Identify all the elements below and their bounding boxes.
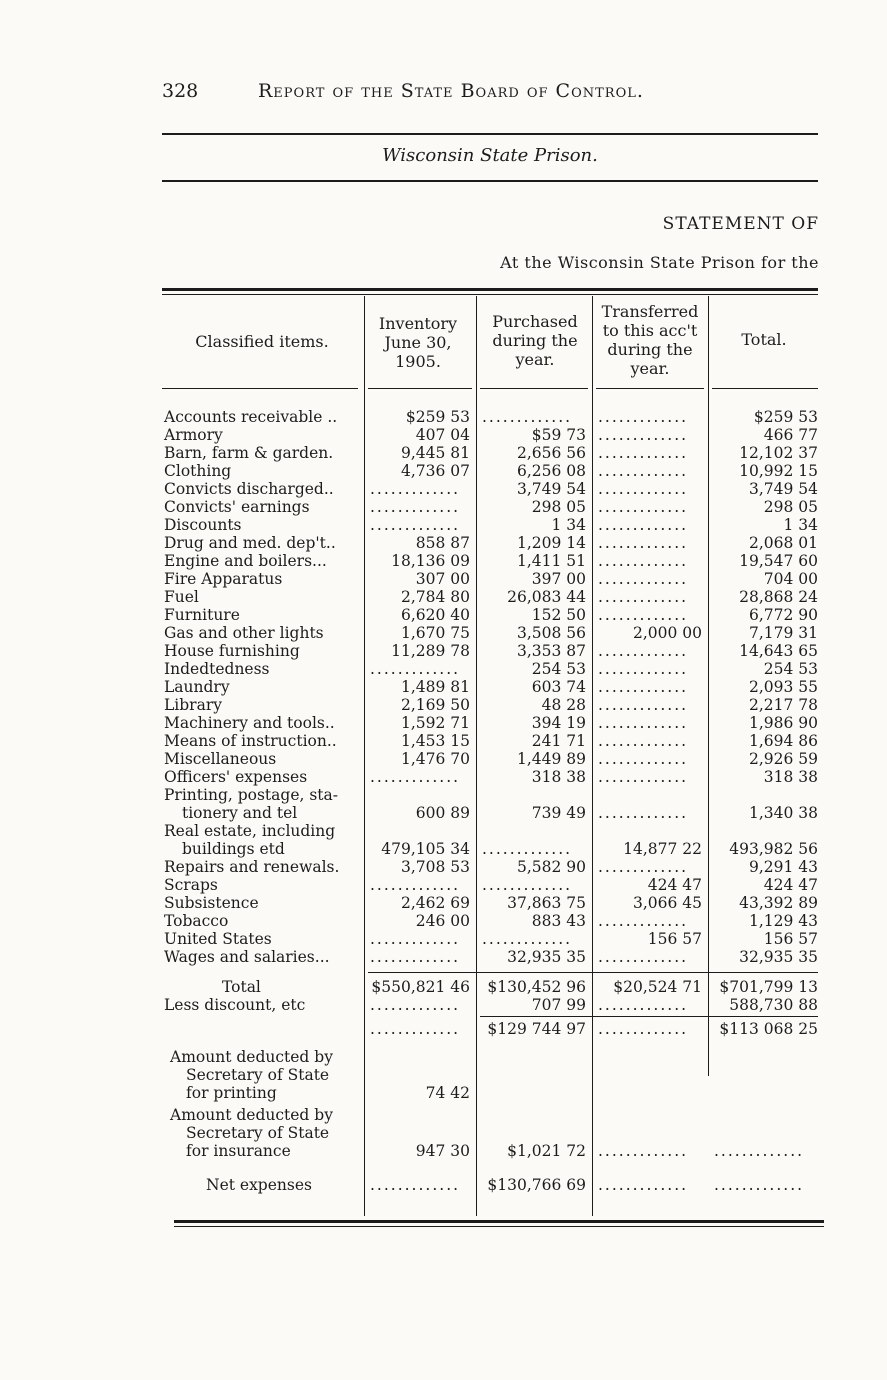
row-label: Scraps [164,876,218,894]
leader-dots: ............. [598,570,689,588]
row-label: Barn, farm & garden. [164,444,334,462]
cell-value: 32,935 35 [507,948,586,966]
leader-dots: ............. [370,660,461,678]
row-label: United States [164,930,272,948]
row-label: House furnishing [164,642,300,660]
cell-value: 1,670 75 [400,624,470,642]
cell-value: 318 38 [763,768,818,786]
insurance-label: for insurance [186,1142,291,1160]
cell-value: 9,291 43 [748,858,818,876]
cell-value: $59 73 [531,426,586,444]
row-label: Indedtedness [164,660,270,678]
row-label: Convicts discharged.. [164,480,334,498]
cell-value: 493,982 56 [729,840,818,858]
row-label-cont: tionery and tel [182,804,298,822]
col-divider [476,296,477,1216]
leader-dots: ............. [370,1176,461,1194]
cell-value: 424 47 [647,876,702,894]
leader-dots: ............. [482,408,573,426]
cell-value: 2,926 59 [748,750,818,768]
row-label: Means of instruction.. [164,732,337,750]
printing-label: for printing [186,1084,277,1102]
cell-value: 3,708 53 [400,858,470,876]
cell-value: 11,289 78 [391,642,470,660]
leader-dots: ............. [598,534,689,552]
row-label: Armory [164,426,223,444]
cell-value: 28,868 24 [739,588,818,606]
cell-value: 397 00 [531,570,586,588]
cell-value: 307 00 [415,570,470,588]
cell-value: 254 53 [763,660,818,678]
cell-value: 14,643 65 [739,642,818,660]
leader-dots: ............. [598,912,689,930]
cell-value: 3,749 54 [516,480,586,498]
cell-value: 707 99 [531,996,586,1014]
cell-value: $113 068 25 [719,1020,818,1038]
running-title: Report of the State Board of Control. [258,80,644,102]
cell-value: 1,592 71 [400,714,470,732]
cell-value: 603 74 [531,678,586,696]
leader-dots: ............. [370,948,461,966]
col-divider [708,296,709,1076]
leader-dots: ............. [598,516,689,534]
cell-value: 3,353 87 [516,642,586,660]
row-label: Fuel [164,588,199,606]
cell-value: 2,169 50 [400,696,470,714]
cell-value: 298 05 [763,498,818,516]
cell-value: 6,256 08 [516,462,586,480]
cell-value: 1,986 90 [748,714,818,732]
leader-dots: ............. [370,996,461,1014]
header-underline [712,388,818,389]
leader-dots: ............. [598,696,689,714]
leader-dots: ............. [370,876,461,894]
row-label: Clothing [164,462,232,480]
cell-value: 1 34 [783,516,818,534]
cell-value: 2,068 01 [748,534,818,552]
leader-dots: ............. [370,930,461,948]
subtitle-rule [162,180,818,182]
cell-value: 152 50 [531,606,586,624]
cell-value: 18,136 09 [391,552,470,570]
cell-value: 6,620 40 [400,606,470,624]
cell-value: 19,547 60 [739,552,818,570]
cell-value: 1,476 70 [400,750,470,768]
cell-value: 600 89 [415,804,470,822]
cell-value: 14,877 22 [623,840,702,858]
row-label: Discounts [164,516,242,534]
cell-value: 3,508 56 [516,624,586,642]
cell-value: 1,489 81 [400,678,470,696]
cell-value: 2,217 78 [748,696,818,714]
row-label: Miscellaneous [164,750,277,768]
cell-value: 1,340 38 [748,804,818,822]
row-label: Accounts receivable .. [164,408,338,426]
less-discount-label: Less discount, etc [164,996,306,1014]
col-header-items: Classified items. [195,332,329,351]
cell-value: 37,863 75 [507,894,586,912]
cell-value: 9,445 81 [400,444,470,462]
leader-dots: ............. [598,480,689,498]
cell-value: 2,784 80 [400,588,470,606]
cell-value: 254 53 [531,660,586,678]
cell-value: 156 57 [763,930,818,948]
header-rule [162,133,818,135]
statement-title: STATEMENT OF [662,214,819,234]
cell-value: $130,766 69 [487,1176,586,1194]
cell-value: 1,209 14 [516,534,586,552]
net-expenses-label: Net expenses [206,1176,312,1194]
row-label: Library [164,696,222,714]
row-label: Printing, postage, sta- [164,786,339,804]
cell-value: 3,749 54 [748,480,818,498]
leader-dots: ............. [370,768,461,786]
leader-dots: ............. [370,516,461,534]
row-label: Real estate, including [164,822,336,840]
row-label: Gas and other lights [164,624,324,642]
insurance-label: Secretary of State [186,1124,330,1142]
leader-dots: ............. [714,1142,805,1160]
total-rule [368,972,818,973]
page-number: 328 [162,80,199,102]
cell-value: 246 00 [415,912,470,930]
insurance-label: Amount deducted by [170,1106,333,1124]
row-label: Officers' expenses [164,768,308,786]
col-header-total: Total. [741,330,787,349]
leader-dots: ............. [598,642,689,660]
cell-value: 704 00 [763,570,818,588]
leader-dots: ............. [598,408,689,426]
cell-value: 48 28 [541,696,586,714]
leader-dots: ............. [598,660,689,678]
row-label-cont: buildings etd [182,840,285,858]
leader-dots: ............. [370,498,461,516]
leader-dots: ............. [482,930,573,948]
cell-value: 479,105 34 [381,840,470,858]
cell-value: 5,582 90 [516,858,586,876]
cell-value: 947 30 [415,1142,470,1160]
cell-value: 318 38 [531,768,586,786]
cell-value: 1,694 86 [748,732,818,750]
header-underline [162,388,358,389]
cell-value: 739 49 [531,804,586,822]
row-label: Fire Apparatus [164,570,283,588]
cell-value: 407 04 [415,426,470,444]
cell-value: 424 47 [763,876,818,894]
header-underline [480,388,588,389]
leader-dots: ............. [598,858,689,876]
section-subtitle: Wisconsin State Prison. [382,145,598,166]
leader-dots: ............. [598,1142,689,1160]
cell-value: 2,656 56 [516,444,586,462]
cell-value: 2,093 55 [748,678,818,696]
leader-dots: ............. [598,948,689,966]
expense-table [162,300,818,1225]
cell-value: $20,524 71 [613,978,702,996]
cell-value: $701,799 13 [719,978,818,996]
cell-value: 1,449 89 [516,750,586,768]
header-underline [368,388,472,389]
row-label: Drug and med. dep't.. [164,534,336,552]
col-header-inventory: Inventory June 30, 1905. [378,314,458,371]
leader-dots: ............. [598,1176,689,1194]
cell-value: $129 744 97 [487,1020,586,1038]
leader-dots: ............. [714,1176,805,1194]
row-label: Machinery and tools.. [164,714,335,732]
cell-value: $550,821 46 [371,978,470,996]
cell-value: 858 87 [415,534,470,552]
leader-dots: ............. [598,996,689,1014]
cell-value: 10,992 15 [739,462,818,480]
leader-dots: ............. [598,606,689,624]
cell-value: 298 05 [531,498,586,516]
cell-value: 466 77 [763,426,818,444]
cell-value: 1 34 [551,516,586,534]
cell-value: 1,453 15 [400,732,470,750]
cell-value: 26,083 44 [507,588,586,606]
cell-value: 2,000 00 [632,624,702,642]
cell-value: 394 19 [531,714,586,732]
cell-value: $1,021 72 [507,1142,586,1160]
cell-value: 4,736 07 [400,462,470,480]
leader-dots: ............. [598,498,689,516]
leader-dots: ............. [598,750,689,768]
leader-dots: ............. [598,444,689,462]
leader-dots: ............. [370,1020,461,1038]
cell-value: 1,129 43 [748,912,818,930]
row-label: Repairs and renewals. [164,858,340,876]
leader-dots: ............. [482,840,573,858]
printing-label: Amount deducted by [170,1048,333,1066]
cell-value: 241 71 [531,732,586,750]
col-divider [592,296,593,1216]
cell-value: 588,730 88 [729,996,818,1014]
leader-dots: ............. [598,1020,689,1038]
cell-value: $130,452 96 [487,978,586,996]
cell-value: 883 43 [531,912,586,930]
table-top-rule-thin [162,294,818,295]
col-header-purchased: Purchased during the year. [492,312,578,369]
cell-value: 7,179 31 [748,624,818,642]
leader-dots: ............. [598,678,689,696]
row-label: Wages and salaries... [164,948,330,966]
table-bottom-rule-thin [174,1226,824,1227]
row-label: Convicts' earnings [164,498,310,516]
table-bottom-rule [174,1220,824,1223]
cell-value: 6,772 90 [748,606,818,624]
leader-dots: ............. [598,426,689,444]
statement-intro: At the Wisconsin State Prison for the [500,253,819,272]
cell-value: 74 42 [425,1084,470,1102]
row-label: Furniture [164,606,240,624]
printing-label: Secretary of State [186,1066,330,1084]
leader-dots: ............. [598,588,689,606]
leader-dots: ............. [598,462,689,480]
row-label: Laundry [164,678,230,696]
leader-dots: ............. [598,714,689,732]
cell-value: 43,392 89 [739,894,818,912]
cell-value: 1,411 51 [516,552,586,570]
row-label: Subsistence [164,894,259,912]
row-label: Engine and boilers... [164,552,327,570]
total-rule [480,1016,818,1017]
col-divider [364,296,365,1216]
col-header-transferred: Transferred to this acc't during the year. [601,302,699,378]
cell-value: 156 57 [647,930,702,948]
table-top-rule [162,288,818,291]
leader-dots: ............. [482,876,573,894]
leader-dots: ............. [370,480,461,498]
leader-dots: ............. [598,732,689,750]
header-underline [596,388,704,389]
row-label: Tobacco [164,912,229,930]
leader-dots: ............. [598,552,689,570]
cell-value: $259 53 [753,408,818,426]
cell-value: $259 53 [405,408,470,426]
cell-value: 3,066 45 [632,894,702,912]
cell-value: 2,462 69 [400,894,470,912]
leader-dots: ............. [598,768,689,786]
total-label: Total [222,978,261,996]
cell-value: 12,102 37 [739,444,818,462]
leader-dots: ............. [598,804,689,822]
cell-value: 32,935 35 [739,948,818,966]
